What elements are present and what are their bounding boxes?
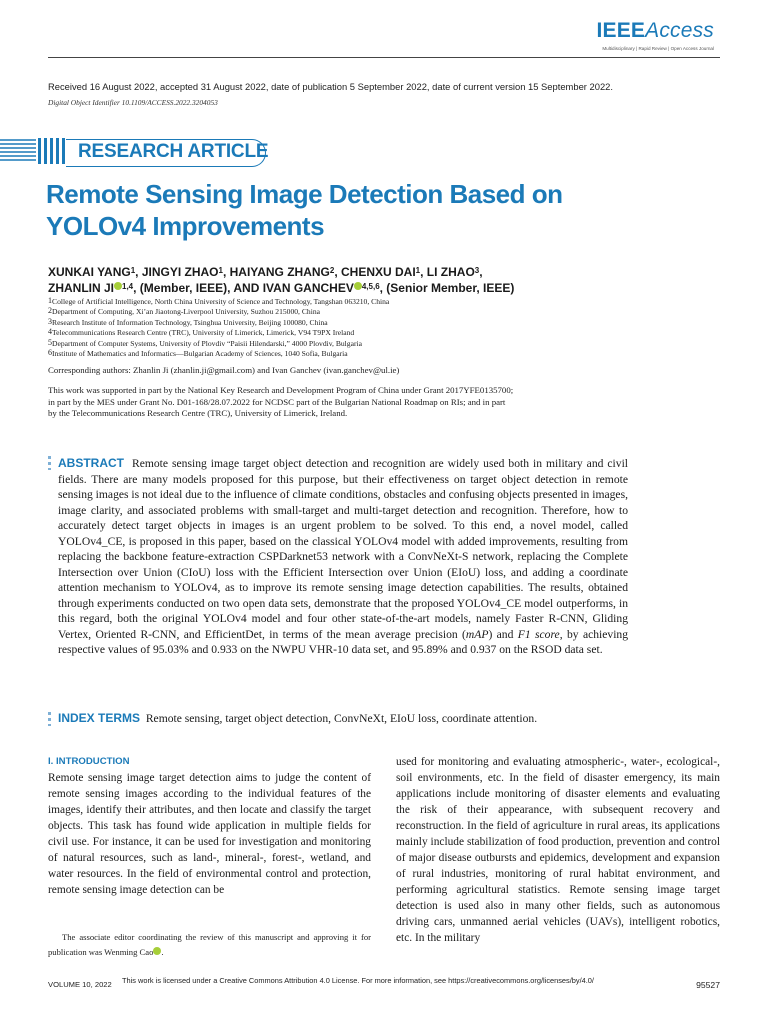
footer-license[interactable]: This work is licensed under a Creative Commons Attribution 4.0 License. For more information, see https://creativecommons.org/licenses/by/4.0/ [122,976,594,985]
article-type-label: RESEARCH ARTICLE [78,141,269,162]
paper-title [46,178,646,242]
author-list [48,264,728,296]
abstract-text: Remote sensing image target object detection and recognition are widely used both in military and civil fields. There are many models proposed for this purpose, but their effectiveness on target object detection in remote sensing images is not ideal due to the influence of climate conditions, obstacles and confusing objects presented in images, image clarity, and associated problems with small-target and multi-target detection and recognition. Therefore, how to accurately detect target objects in images is an urgent problem to be solved. To this end, a novel model, called YOLOv4_CE, is proposed in this paper, based on the classical YOLOv4 model with added improvements, resulting from replacing the backbone feature-extraction CSPDarknet53 network with a ConvNeXt-S network, replacing the Complete Intersection over Union (CIoU) loss with the Efficient Intersection over Union (EIoU) loss, and adding a coordinate attention mechanism to YOLOv4, as to improve its remote sensing image detection capabilities. The results, obtained through experiments conducted on two open data sets, demonstrate that the proposed YOLOv4_CE model outperforms, in this regard, both the original YOLOv4 model and four other state-of-the-art models, namely Faster R-CNN, Gliding Vertex, Oriented R-CNN, and EfficientDet, in terms of the mean average precision ( [58,457,629,641]
author-sep: , [135,265,142,279]
affiliation-item [48,349,648,359]
affiliation-num: 4 [48,327,52,337]
affiliation-item [48,307,648,317]
abstract-italic-term: mAP [465,627,489,641]
author-name: ZHANLIN JI [48,281,114,295]
title-line: Remote Sensing Image Detection Based on [46,179,563,209]
abstract-italic-term: F1 score [517,627,560,641]
footer-volume: VOLUME 10, 2022 [48,980,112,989]
author-affil-sup: 3 [474,266,480,275]
orcid-icon[interactable] [354,282,362,290]
header-rule [48,57,720,58]
affiliation-text: Institute of Mathematics and Informatics—Bulgarian Academy of Sciences, 1040 Sofia, Bulgaria [52,349,348,359]
author-name: IVAN GANCHEV [262,281,354,295]
affiliation-item [48,318,648,328]
index-terms-marker-icon [48,712,51,726]
affiliation-item [48,297,648,307]
affiliation-num: 1 [48,296,52,305]
index-terms-text: Remote sensing, target object detection, ConvNeXt, EIoU loss, coordinate attention. [145,712,538,725]
author-sep: , [334,265,341,279]
page-number: 95527 [696,980,720,990]
author-sep: , (Member, IEEE), AND [133,281,263,295]
affiliation-item [48,339,648,349]
journal-tagline: Multidisciplinary | Rapid Review | Open Access Journal [602,46,714,51]
affiliation-text: Research Institute of Information Technology, Tsinghua University, Beijing 100080, China [52,317,328,327]
affiliation-text: Department of Computing, Xi’an Jiaotong-Liverpool University, Suzhou 215000, China [52,307,320,317]
author-affil-sup: 1 [218,266,223,275]
author-sep: , (Senior Member, IEEE) [379,281,515,295]
author-affil-sup: 1 [415,266,421,275]
funding-line: by the Telecommunications Research Centre (TRC), University of Limerick, Ireland. [48,408,348,418]
author-name: XUNKAI YANG [48,265,131,279]
author-affil-sup: 1 [130,266,136,275]
affiliation-num: 5 [48,337,52,347]
orcid-icon[interactable] [153,947,161,955]
author-affil-sup: 1,4 [122,282,134,291]
corresponding-authors: Corresponding authors: Zhanlin Ji (zhanlin.ji@gmail.com) and Ivan Ganchev (ivan.ganchev@ul.ie) [48,365,400,375]
author-name: CHENXU DAI [340,265,416,279]
footnote-text: The associate editor coordinating the review of this manuscript and approving it for publication was Wenming Cao [48,932,371,957]
funding-line: in part by the MES under Grant No. D01-168/28.07.2022 for NCDSC part of the Bulgarian National Roadmap on RIs; and in part [48,396,506,407]
funding-line: This work was supported in part by the National Key Research and Development Program of China under Grant 2017YFE0135700; [48,385,514,395]
editor-footnote: The associate editor coordinating the review of this manuscript and approving it for publication was Wenming Cao . [48,932,371,957]
author-name: LI ZHAO [426,265,475,279]
affiliation-item [48,328,648,338]
funding-note [48,385,608,420]
affiliation-text: Telecommunications Research Centre (TRC), University of Limerick, Limerick, V94 T9PX Ireland [52,328,355,338]
section-heading: I. INTRODUCTION [48,756,130,767]
abstract-text: , by achieving respective values of 95.03% and 0.933 on the NWPU VHR-10 data set, and 95.89% and 0.937 on the RSOD data set. [58,627,629,656]
index-terms-heading: INDEX TERMS [58,711,141,725]
orcid-icon[interactable] [114,282,122,290]
affiliation-text: College of Artificial Intelligence, North China University of Science and Technology, Tangshan 063210, China [52,297,390,306]
abstract-heading: ABSTRACT [58,456,124,470]
author-affil-sup: 2 [329,266,335,275]
abstract-marker-icon [48,456,51,470]
affiliation-num: 3 [48,316,52,326]
abstract-text: ) and [488,627,518,641]
body-column-right: used for monitoring and evaluating atmospheric-, water-, ecological-, soil environments, etc. In the field of disaster emergency, its main applications include monitoring of disaster elements and evaluating the risk of their appearance, with subsequent recovery and reconstruction. In the field of agriculture in rural areas, its applications mainly include stabilization of food production, prevention and control of major disease outbursts and epidemics, development and expansion of rural industries, monitoring of rural habitat environment, and performing agricultural statistics. Remote sensing image target detection is used also in many other fields, such as autonomous driving cars, unmanned aerial vehicles (UAVs), intelligent robotics, etc. In the military [396,756,720,944]
author-sep: , [420,265,427,279]
author-name: HAIYANG ZHANG [229,265,330,279]
affiliation-num: 2 [48,306,52,316]
author-sep: , [222,265,230,279]
author-name: JINGYI ZHAO [141,265,219,279]
journal-brand-italic: Access [645,19,714,42]
journal-logo [596,20,714,51]
index-terms-block [58,711,658,726]
title-line: YOLOv4 Improvements [46,211,325,241]
body-column-left: Remote sensing image target detection aims to judge the content of remote sensing images according to the individual features of the images, identify their attributes, and then locate and classify the target objects. This task has found wide application in multiple fields for civil use. For instance, it can be used for investigation and monitoring of natural resources, such as land-, mineral-, forest-, wetland, and water resources. In the field of environmental control and protection, remote sensing image detection can be [48,772,371,896]
author-sep: , [479,265,483,279]
journal-brand-bold: IEEE [596,19,646,42]
affiliation-list [48,297,648,359]
affiliation-num: 6 [48,348,52,358]
affiliation-text: Department of Computer Systems, University of Plovdiv “Paisii Hilendarski,” 4000 Plovdiv, Bulgaria [52,338,362,348]
abstract-block [58,456,628,658]
banner-stripes-icon [0,134,66,168]
author-affil-sup: 4,5,6 [361,282,380,291]
doi-line: Digital Object Identifier 10.1109/ACCESS.2022.3204053 [48,98,218,107]
received-line: Received 16 August 2022, accepted 31 August 2022, date of publication 5 September 2022, date of current version 15 September 2022. [48,81,613,92]
